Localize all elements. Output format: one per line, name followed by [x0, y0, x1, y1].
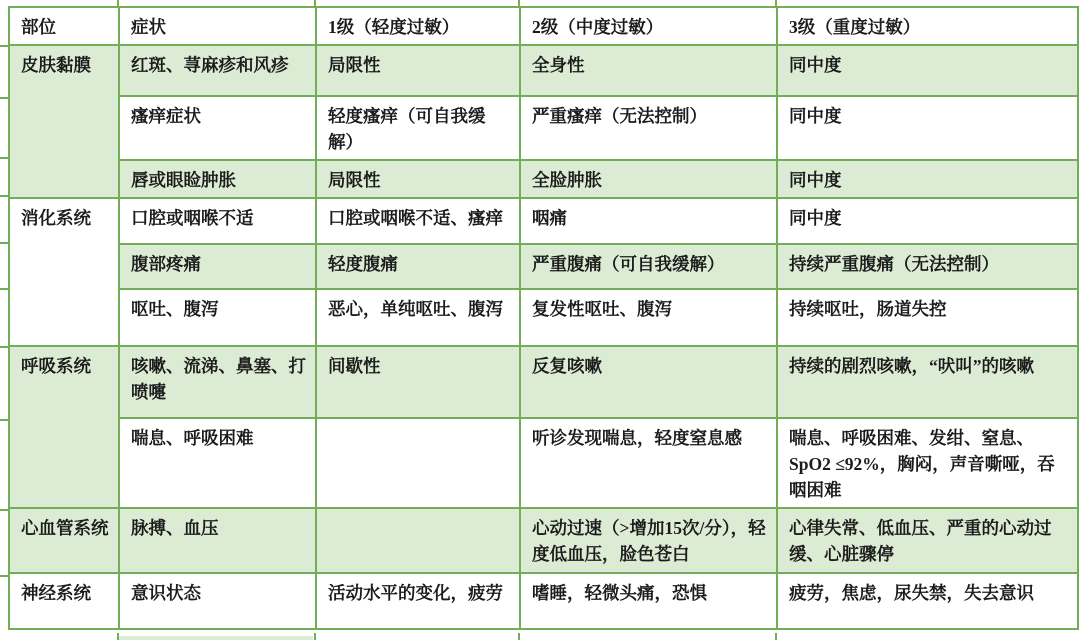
cell-symptom: 红斑、荨麻疹和风疹 — [119, 45, 316, 96]
cell-level1 — [316, 418, 520, 508]
grid-stub-left-5 — [0, 242, 8, 244]
cell-level1: 恶心，单纯呕吐、腹泻 — [316, 289, 520, 346]
grid-stub-bottom-4 — [775, 633, 777, 640]
cell-level3: 同中度 — [777, 198, 1078, 244]
cell-level1: 局限性 — [316, 45, 520, 96]
grid-stub-left-4 — [0, 195, 8, 197]
cell-level2: 全身性 — [520, 45, 777, 96]
cell-part-skin-mucosa: 皮肤黏膜 — [9, 45, 119, 198]
table-row — [9, 96, 1078, 160]
cell-level2: 严重瘙痒（无法控制） — [520, 96, 777, 160]
cell-level3: 持续的剧烈咳嗽，“吠叫”的咳嗽 — [777, 346, 1078, 418]
allergy-severity-table — [8, 6, 1079, 630]
cell-symptom: 瘙痒症状 — [119, 96, 316, 160]
table-row — [9, 573, 1078, 629]
cell-symptom: 口腔或咽喉不适 — [119, 198, 316, 244]
cell-symptom: 呕吐、腹泻 — [119, 289, 316, 346]
cell-level1: 活动水平的变化，疲劳 — [316, 573, 520, 629]
cell-level3: 同中度 — [777, 96, 1078, 160]
table-row — [9, 346, 1078, 418]
cell-symptom: 喘息、呼吸困难 — [119, 418, 316, 508]
table-row — [9, 244, 1078, 289]
cell-level2: 咽痛 — [520, 198, 777, 244]
grid-stub-left-2 — [0, 97, 8, 99]
table-row — [9, 198, 1078, 244]
cell-level2: 听诊发现喘息，轻度窒息感 — [520, 418, 777, 508]
cell-level1 — [316, 508, 520, 573]
next-row-sliver — [119, 636, 313, 640]
cell-level3: 持续严重腹痛（无法控制） — [777, 244, 1078, 289]
cell-symptom: 脉搏、血压 — [119, 508, 316, 573]
header-cell-level2: 2级（中度过敏） — [520, 7, 777, 45]
cell-level3: 同中度 — [777, 160, 1078, 198]
cell-level3: 持续呕吐，肠道失控 — [777, 289, 1078, 346]
cell-level3: 同中度 — [777, 45, 1078, 96]
cell-level1: 口腔或咽喉不适、瘙痒 — [316, 198, 520, 244]
cell-part-nervous: 神经系统 — [9, 573, 119, 629]
table-row — [9, 289, 1078, 346]
cell-part-digestive: 消化系统 — [9, 198, 119, 346]
table-row — [9, 45, 1078, 96]
cell-level1: 轻度腹痛 — [316, 244, 520, 289]
cell-symptom: 唇或眼睑肿胀 — [119, 160, 316, 198]
grid-stub-left-9 — [0, 509, 8, 511]
grid-stub-left-1 — [0, 45, 8, 47]
cell-level2: 嗜睡，轻微头痛，恐惧 — [520, 573, 777, 629]
cell-level2: 反复咳嗽 — [520, 346, 777, 418]
cell-part-cardiovascular: 心血管系统 — [9, 508, 119, 573]
cell-level2: 复发性呕吐、腹泻 — [520, 289, 777, 346]
cell-level3: 疲劳，焦虑，尿失禁，失去意识 — [777, 573, 1078, 629]
cell-symptom: 意识状态 — [119, 573, 316, 629]
grid-stub-left-7 — [0, 346, 8, 348]
header-cell-symptom: 症状 — [119, 7, 316, 45]
table-row — [9, 160, 1078, 198]
header-cell-level1: 1级（轻度过敏） — [316, 7, 520, 45]
cell-level1: 轻度瘙痒（可自我缓解） — [316, 96, 520, 160]
cell-level3: 喘息、呼吸困难、发绀、窒息、SpO2 ≤92%，胸闷，声音嘶哑，吞咽困难 — [777, 418, 1078, 508]
grid-stub-left-3 — [0, 157, 8, 159]
cell-level2: 严重腹痛（可自我缓解） — [520, 244, 777, 289]
cell-symptom: 腹部疼痛 — [119, 244, 316, 289]
header-cell-part: 部位 — [9, 7, 119, 45]
grid-stub-bottom-3 — [518, 633, 520, 640]
cell-level3: 心律失常、低血压、严重的心动过缓、心脏骤停 — [777, 508, 1078, 573]
grid-stub-left-10 — [0, 575, 8, 577]
cell-level1: 局限性 — [316, 160, 520, 198]
table-row — [9, 508, 1078, 573]
header-cell-level3: 3级（重度过敏） — [777, 7, 1078, 45]
cell-symptom: 咳嗽、流涕、鼻塞、打喷嚏 — [119, 346, 316, 418]
grid-stub-bottom-1 — [117, 633, 119, 640]
grid-stub-bottom-2 — [314, 633, 316, 640]
cell-level2: 心动过速（>增加15次/分），轻度低血压，脸色苍白 — [520, 508, 777, 573]
grid-stub-left-6 — [0, 288, 8, 290]
cell-level2: 全脸肿胀 — [520, 160, 777, 198]
header-row — [9, 7, 1078, 45]
cell-level1: 间歇性 — [316, 346, 520, 418]
table-row — [9, 418, 1078, 508]
grid-stub-left-8 — [0, 419, 8, 421]
cell-part-respiratory: 呼吸系统 — [9, 346, 119, 508]
